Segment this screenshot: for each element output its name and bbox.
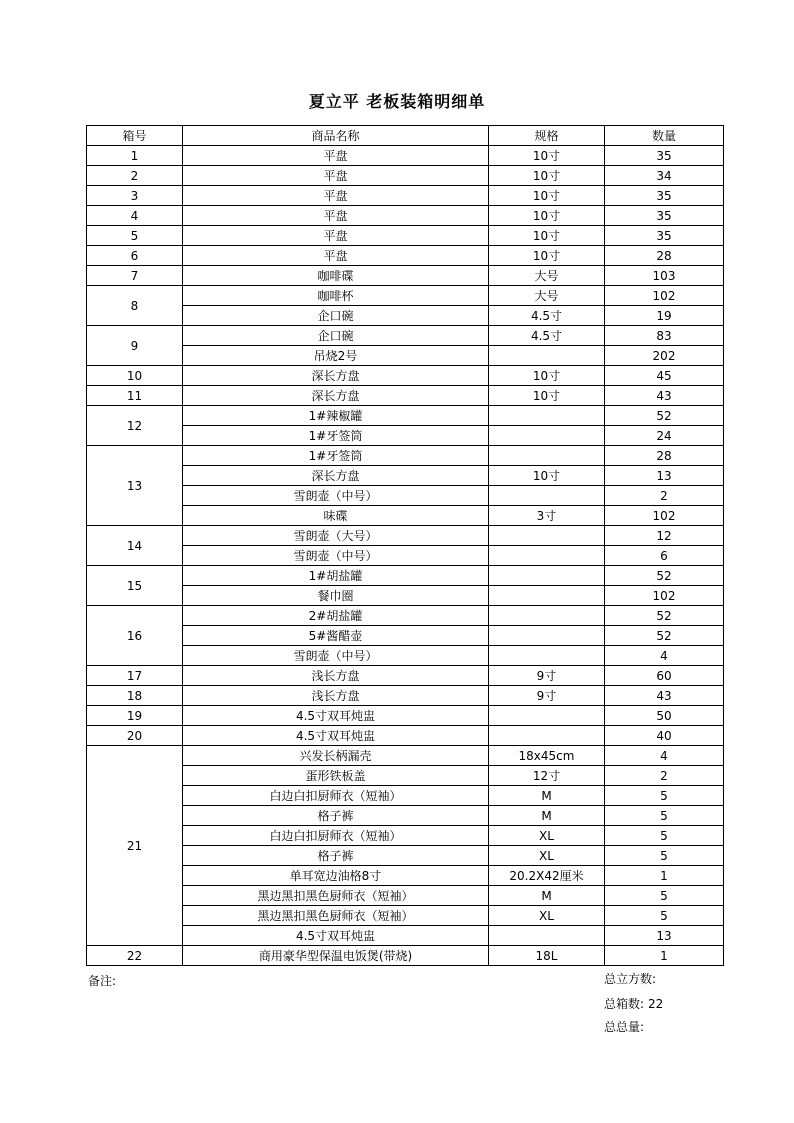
box-number-cell: 18 bbox=[87, 686, 183, 706]
table-row bbox=[87, 526, 724, 546]
product-name-cell: 4.5寸双耳炖盅 bbox=[183, 726, 489, 746]
spec-cell: M bbox=[489, 786, 605, 806]
product-name-cell: 味碟 bbox=[183, 506, 489, 526]
spec-cell: XL bbox=[489, 906, 605, 926]
spec-cell bbox=[489, 446, 605, 466]
header-product-name: 商品名称 bbox=[183, 126, 489, 146]
table-row bbox=[87, 866, 724, 886]
quantity-cell: 12 bbox=[605, 526, 724, 546]
spec-cell bbox=[489, 646, 605, 666]
spec-cell bbox=[489, 586, 605, 606]
product-name-cell: 平盘 bbox=[183, 246, 489, 266]
table-row bbox=[87, 206, 724, 226]
spec-cell bbox=[489, 486, 605, 506]
quantity-cell: 60 bbox=[605, 666, 724, 686]
table-row bbox=[87, 946, 724, 966]
table-row bbox=[87, 706, 724, 726]
spec-cell: 10寸 bbox=[489, 466, 605, 486]
total-volume bbox=[604, 970, 660, 987]
quantity-cell: 5 bbox=[605, 786, 724, 806]
quantity-cell: 34 bbox=[605, 166, 724, 186]
table-row bbox=[87, 846, 724, 866]
spec-cell bbox=[489, 706, 605, 726]
header-specification: 规格 bbox=[489, 126, 605, 146]
quantity-cell: 35 bbox=[605, 146, 724, 166]
quantity-cell: 2 bbox=[605, 766, 724, 786]
spec-cell: 10寸 bbox=[489, 386, 605, 406]
product-name-cell: 商用豪华型保温电饭煲(带烧) bbox=[183, 946, 489, 966]
spec-cell bbox=[489, 346, 605, 366]
spec-cell: 18L bbox=[489, 946, 605, 966]
box-number-cell: 14 bbox=[87, 526, 183, 566]
product-name-cell: 深长方盘 bbox=[183, 466, 489, 486]
quantity-cell: 5 bbox=[605, 846, 724, 866]
total-boxes bbox=[604, 995, 663, 1012]
table-row bbox=[87, 266, 724, 286]
spec-cell: XL bbox=[489, 846, 605, 866]
quantity-cell: 5 bbox=[605, 806, 724, 826]
spec-cell: 10寸 bbox=[489, 186, 605, 206]
total-volume-label: 总立方数: bbox=[604, 972, 657, 986]
table-row bbox=[87, 346, 724, 366]
table-row bbox=[87, 586, 724, 606]
box-number-cell: 20 bbox=[87, 726, 183, 746]
quantity-cell: 52 bbox=[605, 606, 724, 626]
table-row bbox=[87, 486, 724, 506]
product-name-cell: 黑边黑扣黑色厨师衣（短袖） bbox=[183, 886, 489, 906]
total-boxes-value: 22 bbox=[648, 997, 664, 1011]
quantity-cell: 2 bbox=[605, 486, 724, 506]
box-number-cell: 5 bbox=[87, 226, 183, 246]
quantity-cell: 5 bbox=[605, 906, 724, 926]
product-name-cell: 平盘 bbox=[183, 206, 489, 226]
table-row bbox=[87, 926, 724, 946]
quantity-cell: 52 bbox=[605, 566, 724, 586]
remark-label: 备注: bbox=[88, 974, 117, 988]
spec-cell bbox=[489, 526, 605, 546]
spec-cell bbox=[489, 406, 605, 426]
table-row bbox=[87, 606, 724, 626]
product-name-cell: 格子裤 bbox=[183, 846, 489, 866]
table-row bbox=[87, 786, 724, 806]
spec-cell: XL bbox=[489, 826, 605, 846]
table-row bbox=[87, 306, 724, 326]
page-title: 夏立平 老板装箱明细单 bbox=[308, 92, 486, 111]
spec-cell: 20.2X42厘米 bbox=[489, 866, 605, 886]
table-row bbox=[87, 366, 724, 386]
product-name-cell: 雪朗壶（大号） bbox=[183, 526, 489, 546]
table-row bbox=[87, 166, 724, 186]
quantity-cell: 102 bbox=[605, 586, 724, 606]
spec-cell: 10寸 bbox=[489, 206, 605, 226]
quantity-cell: 102 bbox=[605, 286, 724, 306]
product-name-cell: 1#牙签筒 bbox=[183, 426, 489, 446]
product-name-cell: 4.5寸双耳炖盅 bbox=[183, 706, 489, 726]
product-name-cell: 雪朗壶（中号） bbox=[183, 546, 489, 566]
box-number-cell: 9 bbox=[87, 326, 183, 366]
product-name-cell: 咖啡碟 bbox=[183, 266, 489, 286]
box-number-cell: 7 bbox=[87, 266, 183, 286]
box-number-cell: 6 bbox=[87, 246, 183, 266]
total-boxes-label: 总箱数: bbox=[604, 997, 645, 1011]
quantity-cell: 202 bbox=[605, 346, 724, 366]
header-quantity: 数量 bbox=[605, 126, 724, 146]
product-name-cell: 浅长方盘 bbox=[183, 666, 489, 686]
product-name-cell: 浅长方盘 bbox=[183, 686, 489, 706]
spec-cell: 4.5寸 bbox=[489, 306, 605, 326]
quantity-cell: 43 bbox=[605, 386, 724, 406]
table-row bbox=[87, 906, 724, 926]
table-row bbox=[87, 566, 724, 586]
table-row bbox=[87, 546, 724, 566]
spec-cell: 3寸 bbox=[489, 506, 605, 526]
table-row bbox=[87, 766, 724, 786]
box-number-cell: 16 bbox=[87, 606, 183, 666]
total-weight-label: 总总量: bbox=[604, 1020, 645, 1034]
box-number-cell: 17 bbox=[87, 666, 183, 686]
quantity-cell: 52 bbox=[605, 626, 724, 646]
table-row bbox=[87, 686, 724, 706]
product-name-cell: 5#酱醋壶 bbox=[183, 626, 489, 646]
table-row bbox=[87, 146, 724, 166]
product-name-cell: 吊烧2号 bbox=[183, 346, 489, 366]
quantity-cell: 1 bbox=[605, 866, 724, 886]
table-row bbox=[87, 406, 724, 426]
product-name-cell: 1#辣椒罐 bbox=[183, 406, 489, 426]
spec-cell: 10寸 bbox=[489, 246, 605, 266]
box-number-cell: 22 bbox=[87, 946, 183, 966]
box-number-cell: 13 bbox=[87, 446, 183, 526]
product-name-cell: 平盘 bbox=[183, 166, 489, 186]
table-row bbox=[87, 286, 724, 306]
header-box-number: 箱号 bbox=[87, 126, 183, 146]
spec-cell bbox=[489, 726, 605, 746]
quantity-cell: 35 bbox=[605, 226, 724, 246]
quantity-cell: 5 bbox=[605, 886, 724, 906]
quantity-cell: 28 bbox=[605, 446, 724, 466]
quantity-cell: 40 bbox=[605, 726, 724, 746]
spec-cell: 9寸 bbox=[489, 686, 605, 706]
table-row bbox=[87, 186, 724, 206]
spec-cell bbox=[489, 566, 605, 586]
quantity-cell: 103 bbox=[605, 266, 724, 286]
product-name-cell: 餐巾圈 bbox=[183, 586, 489, 606]
spec-cell bbox=[489, 606, 605, 626]
table-row bbox=[87, 826, 724, 846]
quantity-cell: 52 bbox=[605, 406, 724, 426]
table-row bbox=[87, 506, 724, 526]
box-number-cell: 19 bbox=[87, 706, 183, 726]
table-row bbox=[87, 226, 724, 246]
quantity-cell: 45 bbox=[605, 366, 724, 386]
quantity-cell: 28 bbox=[605, 246, 724, 266]
box-number-cell: 21 bbox=[87, 746, 183, 946]
table-row bbox=[87, 426, 724, 446]
spec-cell: 10寸 bbox=[489, 166, 605, 186]
quantity-cell: 43 bbox=[605, 686, 724, 706]
box-number-cell: 12 bbox=[87, 406, 183, 446]
spec-cell bbox=[489, 926, 605, 946]
quantity-cell: 4 bbox=[605, 646, 724, 666]
product-name-cell: 兴发长柄漏壳 bbox=[183, 746, 489, 766]
product-name-cell: 咖啡杯 bbox=[183, 286, 489, 306]
product-name-cell: 深长方盘 bbox=[183, 366, 489, 386]
product-name-cell: 4.5寸双耳炖盅 bbox=[183, 926, 489, 946]
table-row bbox=[87, 246, 724, 266]
product-name-cell: 雪朗壶（中号） bbox=[183, 646, 489, 666]
spec-cell bbox=[489, 546, 605, 566]
quantity-cell: 1 bbox=[605, 946, 724, 966]
total-weight bbox=[604, 1018, 648, 1035]
box-number-cell: 3 bbox=[87, 186, 183, 206]
box-number-cell: 10 bbox=[87, 366, 183, 386]
table-row bbox=[87, 446, 724, 466]
quantity-cell: 13 bbox=[605, 466, 724, 486]
product-name-cell: 平盘 bbox=[183, 146, 489, 166]
spec-cell: 4.5寸 bbox=[489, 326, 605, 346]
quantity-cell: 6 bbox=[605, 546, 724, 566]
spec-cell: 12寸 bbox=[489, 766, 605, 786]
product-name-cell: 平盘 bbox=[183, 186, 489, 206]
quantity-cell: 50 bbox=[605, 706, 724, 726]
product-name-cell: 单耳宽边油格8寸 bbox=[183, 866, 489, 886]
box-number-cell: 8 bbox=[87, 286, 183, 326]
product-name-cell: 平盘 bbox=[183, 226, 489, 246]
product-name-cell: 2#胡盐罐 bbox=[183, 606, 489, 626]
table-row bbox=[87, 626, 724, 646]
quantity-cell: 35 bbox=[605, 206, 724, 226]
table-row bbox=[87, 326, 724, 346]
table-row bbox=[87, 806, 724, 826]
product-name-cell: 白边白扣厨师衣（短袖） bbox=[183, 826, 489, 846]
table-row bbox=[87, 726, 724, 746]
spec-cell bbox=[489, 426, 605, 446]
table-row bbox=[87, 386, 724, 406]
spec-cell: M bbox=[489, 886, 605, 906]
product-name-cell: 白边白扣厨师衣（短袖） bbox=[183, 786, 489, 806]
product-name-cell: 黑边黑扣黑色厨师衣（短袖） bbox=[183, 906, 489, 926]
table-header-row bbox=[87, 126, 724, 146]
product-name-cell: 企口碗 bbox=[183, 306, 489, 326]
quantity-cell: 102 bbox=[605, 506, 724, 526]
quantity-cell: 24 bbox=[605, 426, 724, 446]
product-name-cell: 雪朗壶（中号） bbox=[183, 486, 489, 506]
product-name-cell: 深长方盘 bbox=[183, 386, 489, 406]
quantity-cell: 19 bbox=[605, 306, 724, 326]
product-name-cell: 企口碗 bbox=[183, 326, 489, 346]
quantity-cell: 35 bbox=[605, 186, 724, 206]
spec-cell: 10寸 bbox=[489, 226, 605, 246]
product-name-cell: 格子裤 bbox=[183, 806, 489, 826]
spec-cell: 18x45cm bbox=[489, 746, 605, 766]
quantity-cell: 13 bbox=[605, 926, 724, 946]
product-name-cell: 1#牙签筒 bbox=[183, 446, 489, 466]
quantity-cell: 4 bbox=[605, 746, 724, 766]
table-row bbox=[87, 746, 724, 766]
spec-cell: M bbox=[489, 806, 605, 826]
packing-list-table bbox=[86, 125, 724, 966]
spec-cell: 大号 bbox=[489, 266, 605, 286]
spec-cell: 10寸 bbox=[489, 366, 605, 386]
spec-cell: 10寸 bbox=[489, 146, 605, 166]
spec-cell bbox=[489, 626, 605, 646]
table-row bbox=[87, 666, 724, 686]
product-name-cell: 蛋形铁板盖 bbox=[183, 766, 489, 786]
box-number-cell: 11 bbox=[87, 386, 183, 406]
box-number-cell: 1 bbox=[87, 146, 183, 166]
quantity-cell: 83 bbox=[605, 326, 724, 346]
quantity-cell: 5 bbox=[605, 826, 724, 846]
box-number-cell: 4 bbox=[87, 206, 183, 226]
spec-cell: 大号 bbox=[489, 286, 605, 306]
product-name-cell: 1#胡盐罐 bbox=[183, 566, 489, 586]
spec-cell: 9寸 bbox=[489, 666, 605, 686]
table-row bbox=[87, 886, 724, 906]
box-number-cell: 15 bbox=[87, 566, 183, 606]
box-number-cell: 2 bbox=[87, 166, 183, 186]
table-row bbox=[87, 466, 724, 486]
table-row bbox=[87, 646, 724, 666]
